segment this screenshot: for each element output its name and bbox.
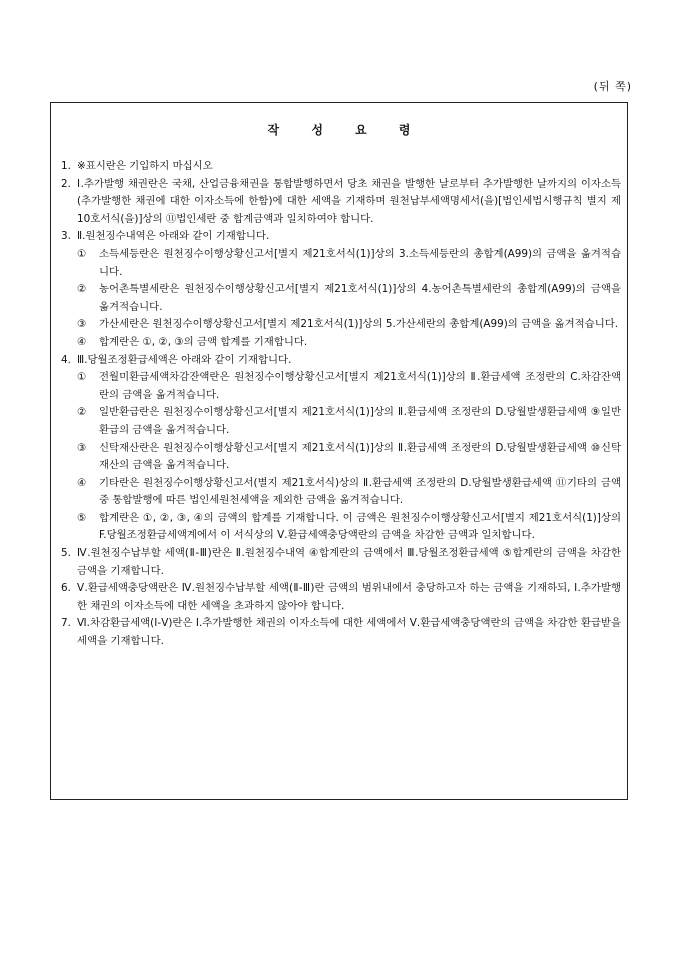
item-number: 6. (61, 582, 71, 595)
sub-item-text: 합계란은 ①, ②, ③, ④의 금액의 합계를 기재합니다. 이 금액은 원천징수이행상황신고서[별지 제21호서식(1)]상의 F.당월조정환급세액계에서 이 서식상의 Ⅴ.환급세액충당액란의 금액을 차감한 금액과 일치합니다. (99, 511, 621, 542)
instruction-item-4 (61, 352, 621, 370)
sub-item-number: ⑤ (77, 511, 87, 524)
sub-item-text: 소득세등란은 원천징수이행상황신고서[별지 제21호서식(1)]상의 3.소득세등란의 총합계(A99)의 금액을 옮겨적습니다. (99, 247, 621, 278)
item-text: Ⅱ.원천징수내역은 아래와 같이 기재합니다. (77, 230, 270, 243)
sub-item-text: 가산세란은 원천징수이행상황신고서[별지 제21호서식(1)]상의 5.가산세란의 총합계(A99)의 금액을 옮겨적습니다. (99, 318, 619, 331)
sub-item-text: 일반환급란은 원천징수이행상황신고서[별지 제21호서식(1)]상의 Ⅱ.환급세액 조정란의 D.당월발생환급세액 ⑨일반환급의 금액을 옮겨적습니다. (99, 406, 621, 436)
page-side-label: (뒤 쪽) (593, 80, 632, 93)
sub-item-4-5 (77, 510, 621, 545)
sub-item-number: ④ (77, 335, 87, 348)
sub-item-number: ① (77, 247, 87, 260)
sub-item-number: ② (77, 283, 87, 296)
instruction-item-3 (61, 228, 621, 246)
item-number: 7. (61, 617, 71, 630)
sub-item-text: 신탁재산란은 원천징수이행상황신고서[별지 제21호서식(1)]상의 Ⅱ.환급세액 조정란의 D.당월발생환급세액 ⑩신탁재산의 금액을 옮겨적습니다. (99, 441, 621, 472)
instruction-item-7 (61, 615, 621, 650)
item-text: Ⅲ.당월조정환급세액은 아래와 같이 기재합니다. (77, 353, 292, 366)
sub-item-text: 기타란은 원천징수이행상황신고서(별지 제21호서식)상의 Ⅱ.환급세액 조정란의 D.당월발생환급세액 ⑪기타의 금액중 통합발행에 따른 법인세원천세액을 제외한 금액을 옮겨적습니다. (99, 476, 621, 507)
item-number: 1. (61, 160, 71, 172)
item-number: 3. (61, 230, 71, 243)
item-text: Ⅳ.원천징수납부할 세액(Ⅱ-Ⅲ)란은 Ⅱ.원천징수내역 ④합계란의 금액에서 Ⅲ.당월조정환급세액 ⑤합계란의 금액을 차감한 금액을 기재합니다. (77, 547, 621, 577)
sub-item-text: 농어촌특별세란은 원천징수이행상황신고서[별지 제21호서식(1)]상의 4.농어촌특별세란의 총합계(A99)의 금액을 옮겨적습니다. (99, 283, 621, 313)
sub-item-number: ③ (77, 318, 87, 331)
sub-item-text: 전월미환급세액차감잔액란은 원천징수이행상황신고서[별지 제21호서식(1)]상의 Ⅱ.환급세액 조정란의 C.차감잔액란의 금액을 옮겨적습니다. (99, 371, 621, 401)
sub-item-4-2 (77, 404, 621, 439)
sub-item-4-4 (77, 475, 621, 510)
sub-item-4-1 (77, 369, 621, 404)
sub-item-number: ③ (77, 441, 87, 454)
sub-item-number: ④ (77, 476, 87, 489)
item-number: 4. (61, 353, 71, 366)
item-text: Ⅵ.차감환급세액(Ⅰ-Ⅴ)란은 Ⅰ.추가발행한 채권의 이자소득에 대한 세액에서 Ⅴ.환급세액충당액란의 금액을 차감한 환급받을 세액을 기재합니다. (77, 617, 621, 648)
sub-item-number: ① (77, 371, 87, 384)
item-number: 2. (61, 177, 71, 190)
sub-item-3-2 (77, 281, 621, 316)
instruction-item-6 (61, 580, 621, 615)
instruction-item-2 (61, 176, 621, 229)
sub-item-3-1 (77, 246, 621, 281)
document-title: 작 성 요 령 (267, 123, 425, 137)
item-text: Ⅴ.환급세액충당액란은 Ⅳ.원천징수납부할 세액(Ⅱ-Ⅲ)란 금액의 범위내에서 충당하고자 하는 금액을 기재하되, Ⅰ.추가발행한 채권의 이자소득에 대한 세액을 초과하지 않아야 합니다. (77, 582, 621, 612)
sub-item-3-4 (77, 334, 621, 352)
instructions-list (61, 158, 621, 651)
sub-item-number: ② (77, 406, 87, 419)
instruction-item-1 (61, 158, 621, 176)
sub-item-4-3 (77, 440, 621, 475)
item-text: Ⅰ.추가발행 채권란은 국채, 산업금융채권을 통합발행하면서 당초 채권을 발행한 날로부터 추가발행한 날까지의 이자소득(추가발행한 채권에 대한 이자소득에 한함)에 대한 세액을 기재하며 원천납부세액명세서(을)[법인세법시행규칙 별지 제10호서식(을)]상의 ⑪법인세란 중 합계금액과 일치하여야 합니다. (77, 177, 621, 225)
instructions-frame (50, 102, 628, 800)
instruction-item-5 (61, 545, 621, 580)
item-number: 5. (61, 547, 71, 560)
item-text: ※표시란은 기입하지 마십시오 (77, 160, 213, 172)
sub-item-text: 합계란은 ①, ②, ③의 금액 합계를 기재합니다. (99, 335, 308, 348)
sub-item-3-3 (77, 316, 621, 334)
